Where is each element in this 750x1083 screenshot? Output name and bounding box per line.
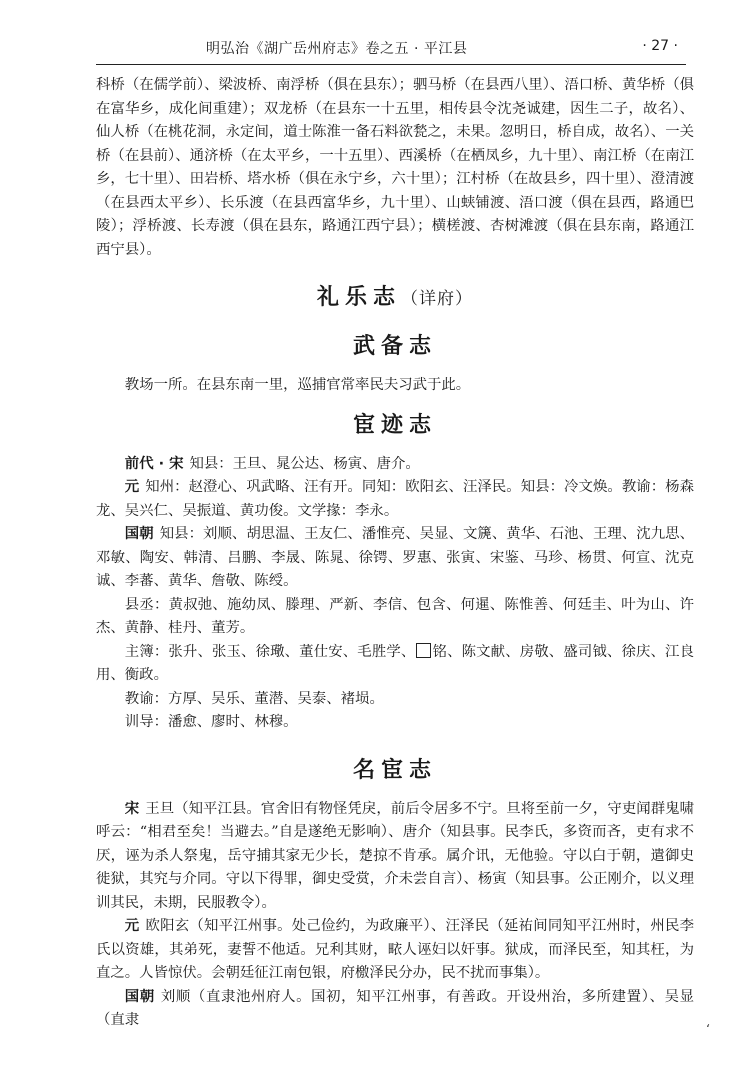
- minghuan-guochao-lead: 国朝: [124, 988, 155, 1005]
- huanji-guochao: [96, 523, 694, 594]
- page-number: · 27 ·: [642, 38, 678, 54]
- running-title: 明弘治《湖广岳州府志》卷之五 · 平江县: [206, 41, 468, 57]
- huanji-guochao-lead: 国朝: [124, 526, 154, 542]
- section-title-huanji: 宦迹志: [352, 412, 437, 438]
- huanji-yuan-lead: 元: [124, 479, 140, 495]
- minghuan-guochao: [96, 986, 694, 1033]
- section-title-wubei: 武备志: [352, 334, 437, 359]
- huanji-xundao: 训导：潘愈、廖时、林穆。: [124, 714, 298, 730]
- minghuan-yuan: [96, 915, 694, 986]
- huanji-zhubu: [96, 641, 694, 688]
- section-title-minghuan: 名宦志: [352, 757, 437, 783]
- huanji-song-lead: 前代 · 宋: [124, 455, 184, 472]
- section-title-liyue: [96, 280, 694, 311]
- liyue-title: 礼乐志: [316, 285, 401, 310]
- minghuan-yuan-lead: 元: [124, 918, 140, 934]
- minghuan-guochao-text: 刘顺（直隶池州府人。国初，知平江州事，有善政。开设州治，多所建置）、吴显（直隶: [96, 988, 694, 1028]
- wubei-paragraph: 教场一所。在县东南一里，巡捕官常率民夫习武于此。: [124, 377, 471, 393]
- minghuan-song-lead: 宋: [124, 800, 140, 817]
- zhubu-text-a: 主簿：张升、张玉、徐璥、董仕安、毛胜学、: [124, 643, 416, 660]
- minghuan-yuan-text: 欧阳玄（知平江州事。处己俭约，为政廉平）、汪泽民（延祐间同知平江州时，州民李氏以资雄，其弟死，妻誓不他适。兄利其财，畩人诬妇以奸事。狱成，而泽民至，知其枉，为直之。人皆惊伏。会朝廷征江南包银，府檄泽民分办，民不扰而事集）。: [96, 918, 694, 981]
- zhubu-text-b: 铭、陈文献、房敬、盛司钺、徐庆、江良用、衡政。: [96, 643, 694, 683]
- stray-mark: ʻ: [706, 1022, 710, 1036]
- minghuan-song: [96, 798, 694, 916]
- huanji-yuan: [96, 476, 694, 523]
- page-content: [96, 74, 694, 1033]
- huanji-xiancheng: 县丞：黄叔弛、施幼凤、滕理、严新、李信、包含、何暹、陈惟善、何廷圭、叶为山、许杰、黄静、桂丹、董芳。: [96, 596, 694, 636]
- page-header: [96, 30, 686, 65]
- liyue-subtitle: （详府）: [401, 289, 473, 309]
- huanji-song: [96, 453, 694, 477]
- bridges-paragraph: 科桥（在儒学前）、梁波桥、南浮桥（俱在县东）；驷马桥（在县西八里）、浯口桥、黄华桥（俱在富华乡，成化间重建）；双龙桥（在县东一十五里，相传县令沈尧诚建，因生二子，故名）、仙人桥（在桃花洞，永定间，道士陈淮一备石料欲甃之，未果。忽明日，桥自成，故名）、一关桥（在县前）、通济桥（在太平乡，一十五里）、西溪桥（在栖凤乡，九十里）、南江桥（在南江乡，七十里）、田岩桥、塔水桥（俱在永宁乡，六十里）；江村桥（在故县乡，四十里）、澄清渡（在县西太平乡）、长乐渡（在县西富华乡，九十里）、山蛱铺渡、浯口渡（俱在县西，路通巴陵）；浮桥渡、长寿渡（俱在县东，路通江西宁县）；横槎渡、杏树滩渡（俱在县东南，路通江西宁县）。: [96, 77, 694, 258]
- huanji-song-text: 知县：王旦、晁公达、杨寅、唐介。: [189, 455, 420, 472]
- minghuan-song-text: 王旦（知平江县。官舍旧有物怪凭戾，前后令居多不宁。旦将至前一夕，守吏闻群鬼啸呼云：“相君至矣！当避去。”自是遂绝无影响）、唐介（知县事。民李氏，多资而吝，吏有求不厌，诬为杀人祭鬼，岳守捕其家无少长，楚掠不肯承。属介讯，无他验。守以白于朝，遣御史徙狱，其究与介同。守以下得罪，御史受赏，介未尝自言）、杨寅（知县事。公正刚介，以义理训其民，未期，民服教令）。: [96, 800, 694, 911]
- huanji-jiaoyu: 教谕：方厚、吴乐、董潜、吴泰、褚埙。: [124, 690, 384, 707]
- missing-character-box: [416, 643, 431, 658]
- huanji-yuan-text: 知州：赵澄心、巩武略、汪有开。同知：欧阳玄、汪泽民。知县：冷文焕。教谕：杨森龙、吴兴仁、吴振道、黄功俊。文学掾：李永。: [96, 479, 694, 519]
- huanji-guochao-text: 知县：刘顺、胡思温、王友仁、潘惟亮、吴显、文篪、黄华、石池、王理、沈九思、邓敏、陶安、韩清、吕鹏、李晟、陈晁、徐锷、罗惠、张寅、宋鉴、马珍、杨贯、何宣、沈克诚、李蕃、黄华、詹敬、陈绶。: [96, 526, 694, 589]
